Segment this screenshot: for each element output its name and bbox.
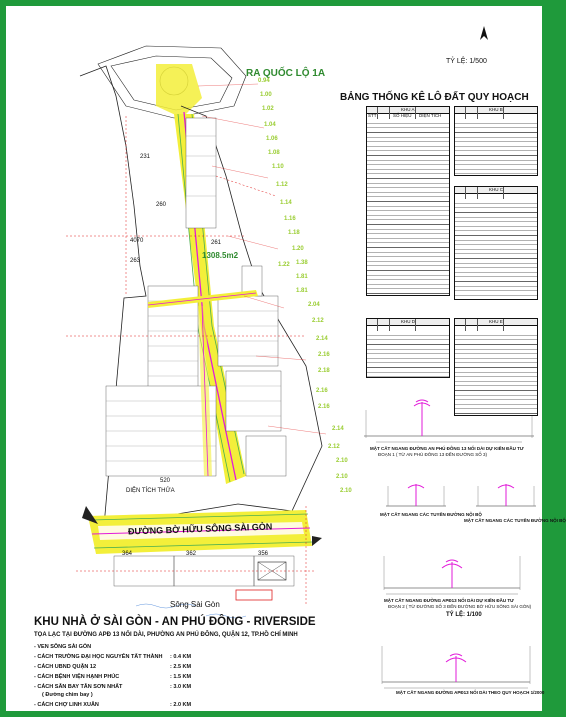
elev-23: 2.14 (332, 426, 344, 432)
table-khu-c (454, 186, 538, 300)
elev-13: 1.38 (296, 260, 308, 266)
lot-263: 263 (130, 258, 141, 264)
elev-21: 2.16 (316, 388, 328, 394)
elev-8: 1.14 (280, 200, 292, 206)
info-item-1-value: : 0.4 KM (170, 654, 192, 660)
info-item-4: - CÁCH SÂN BAY TÂN SƠN NHẤT (34, 684, 123, 690)
section-2b (476, 484, 536, 506)
lot-261: 261 (211, 240, 222, 246)
info-item-5: ( Đường chim bay ) (42, 692, 93, 698)
section-2a-title: MẶT CẮT NGANG CÁC TUYẾN ĐƯỜNG NỘI BỘ (380, 512, 482, 517)
table-khu-a (366, 106, 450, 296)
info-item-6: - CÁCH CHỢ LINH XUÂN (34, 702, 99, 708)
elev-9: 1.16 (284, 216, 296, 222)
elev-19: 2.16 (318, 352, 330, 358)
project-title: KHU NHÀ Ở SÀI GÒN - AN PHÚ ĐÔNG - RIVERSIDE (34, 616, 316, 628)
section-2a (386, 484, 446, 506)
info-item-2: - CÁCH UBND QUẬN 12 (34, 664, 97, 670)
elev-3: 1.04 (264, 122, 276, 128)
lot-520: 520 (160, 478, 171, 484)
section-scale: TỶ LỆ: 1/100 (446, 612, 482, 618)
elev-4: 1.06 (266, 136, 278, 142)
elev-11: 1.20 (292, 246, 304, 252)
table-a-h0: STT (368, 113, 377, 118)
section-1-sub: ĐOẠN 1 ( TỪ AN PHÚ ĐÔNG 13 ĐẾN ĐƯỜNG SỐ 3) (378, 452, 487, 457)
table-d-name: KHU D (401, 319, 416, 324)
elev-12: 1.22 (278, 262, 290, 268)
table-c-name: KHU C (489, 187, 504, 192)
dien-tich-thua-label: DIỆN TÍCH THỬA (126, 488, 175, 494)
elev-15: 1.81 (296, 288, 308, 294)
elev-6: 1.10 (272, 164, 284, 170)
elev-22: 2.16 (318, 404, 330, 410)
elev-7: 1.12 (276, 182, 288, 188)
lot-260: 260 (156, 202, 167, 208)
river-label: Sông Sài Gòn (170, 600, 220, 609)
section-3-sub: ĐOẠN 2 ( TỪ ĐƯỜNG SỐ 3 ĐẾN ĐƯỜNG BỜ HỮU SÔNG SÀI GÒN) (388, 604, 532, 609)
elev-16: 2.04 (308, 302, 320, 308)
lot-231: 231 (140, 154, 151, 160)
table-a-name: KHU A (401, 107, 415, 112)
table-e-name: KHU E (489, 319, 503, 324)
scale-top: TỶ LỆ: 1/500 (446, 58, 487, 65)
road-label-top: RA QUỐC LỘ 1A (246, 68, 326, 79)
info-item-0: - VEN SÔNG SÀI GÒN (34, 644, 92, 650)
info-item-3-value: : 1.5 KM (170, 674, 192, 680)
elev-10: 1.18 (288, 230, 300, 236)
elev-17: 2.12 (312, 318, 324, 324)
elev-2: 1.02 (262, 106, 274, 112)
section-1-title: MẶT CẮT NGANG ĐƯỜNG AN PHÚ ĐÔNG 13 NỐI DÀI DỰ KIẾN ĐẦU TƯ (370, 446, 524, 451)
section-2b-title: MẶT CẮT NGANG CÁC TUYẾN ĐƯỜNG NỘI BỘ (464, 518, 566, 523)
table-khu-d (366, 318, 450, 378)
table-title: BẢNG THỐNG KÊ LÔ ĐẤT QUY HOẠCH (340, 92, 529, 103)
elev-5: 1.08 (268, 150, 280, 156)
info-item-2-value: : 2.5 KM (170, 664, 192, 670)
north-arrow-icon (480, 26, 488, 40)
elev-25: 2.10 (336, 458, 348, 464)
info-item-1: - CÁCH TRƯỜNG ĐẠI HỌC NGUYỄN TẤT THÀNH (34, 654, 163, 660)
table-a-h2: DIỆN TÍCH (419, 113, 442, 118)
elev-0: 0.94 (258, 78, 270, 84)
section-3-title: MẶT CẮT NGANG ĐƯỜNG APĐ13 NỐI DÀI DỰ KIẾN ĐẦU TƯ (384, 598, 514, 603)
info-item-3: - CÁCH BỆNH VIỆN HẠNH PHÚC (34, 674, 120, 680)
elev-24: 2.12 (328, 444, 340, 450)
project-address: TỌA LẠC TẠI ĐƯỜNG APĐ 13 NỐI DÀI, PHƯỜNG AN PHÚ ĐÔNG, QUẬN 12, TP.HỒ CHÍ MINH (34, 632, 298, 638)
table-khu-e (454, 318, 538, 416)
lot-4070: 4070 (130, 238, 144, 244)
table-b-name: KHU B (489, 107, 503, 112)
lot-364: 364 (122, 551, 133, 557)
main-road-label: ĐƯỜNG BỜ HỮU SÔNG SÀI GÒN (127, 521, 273, 537)
table-khu-b (454, 106, 538, 176)
lot-area-261: 1308.5m2 (202, 251, 239, 260)
table-a-h1: SỐ HIỆU (393, 113, 412, 118)
elev-18: 2.14 (316, 336, 328, 342)
info-item-6-value: : 2.0 KM (170, 702, 192, 708)
elev-14: 1.81 (296, 274, 308, 280)
elev-27: 2.10 (340, 488, 352, 494)
section-4-title: MẶT CẮT NGANG ĐƯỜNG APĐ13 NỐI DÀI THEO QUY HOẠCH 1/2000 (396, 690, 545, 695)
drawing-sheet (6, 6, 566, 711)
lot-356: 356 (258, 551, 269, 557)
section-4 (382, 646, 530, 688)
lot-362: 362 (186, 551, 197, 557)
elev-1: 1.00 (260, 92, 272, 98)
elev-26: 2.10 (336, 474, 348, 480)
info-item-4-value: : 3.0 KM (170, 684, 192, 690)
section-3 (384, 556, 520, 594)
elev-20: 2.18 (318, 368, 330, 374)
